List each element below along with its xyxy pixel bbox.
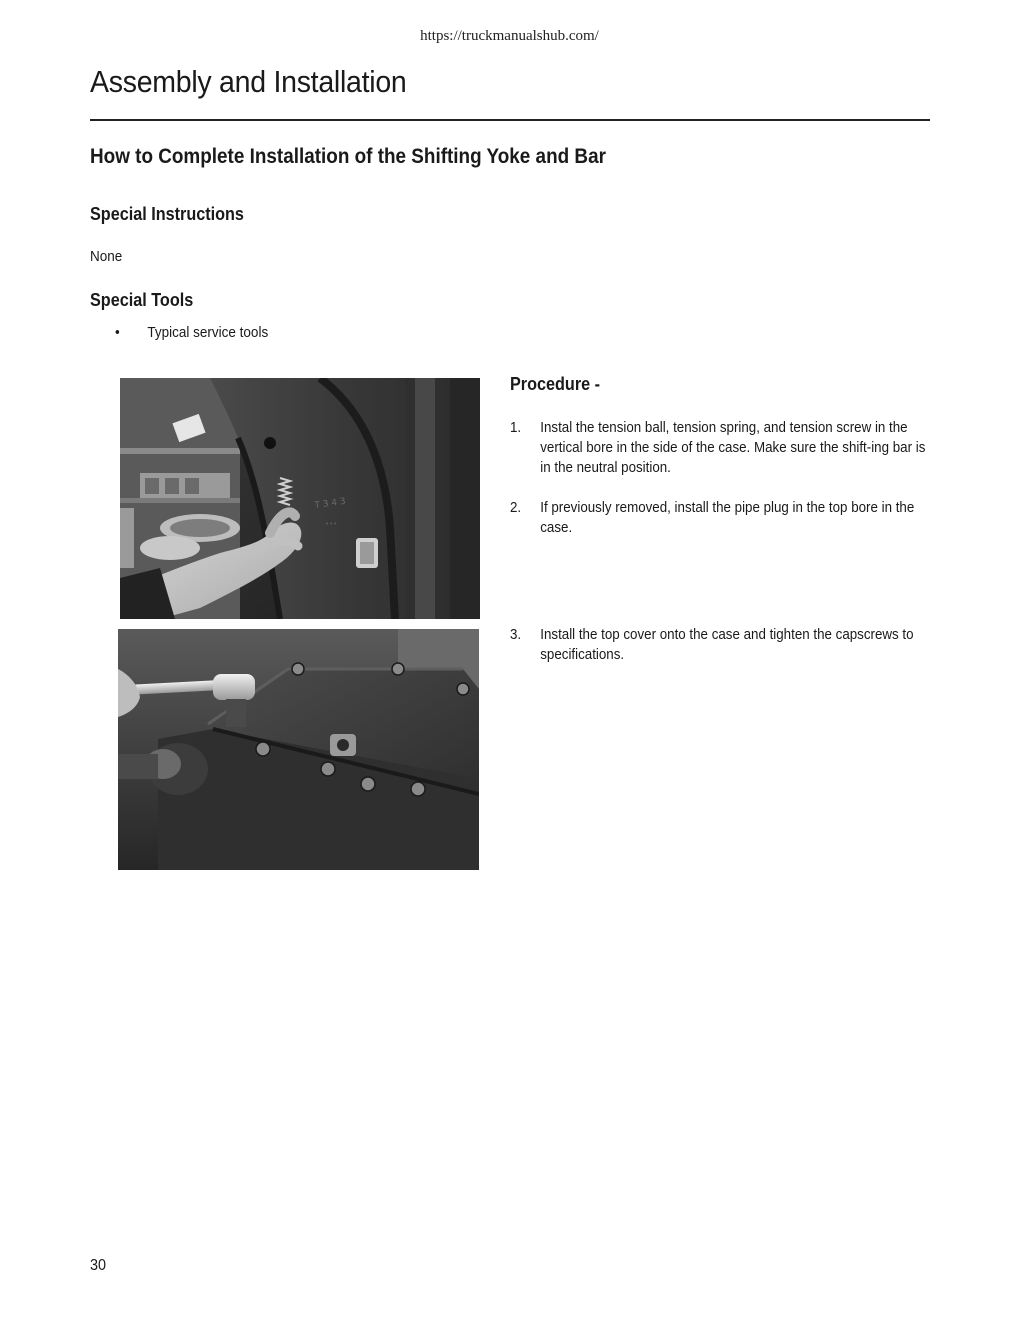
header-divider <box>90 119 930 121</box>
procedure-step-1 <box>510 418 928 478</box>
section-title: Assembly and Installation <box>90 64 407 99</box>
step-text: If previously removed, install the pipe plug in the top bore in the case. <box>540 499 915 536</box>
photo-tension-spring-install <box>120 378 480 619</box>
procedure-step-2 <box>510 498 928 538</box>
page-number: 30 <box>90 1257 107 1274</box>
procedure-step-3 <box>510 625 928 665</box>
svg-text:•••: ••• <box>325 520 338 528</box>
page-heading: How to Complete Installation of the Shifting Yoke and Bar <box>90 145 606 168</box>
procedure-heading: Procedure - <box>510 374 601 394</box>
step-number: 2. <box>510 499 522 516</box>
svg-text:T 3 4 3: T 3 4 3 <box>314 496 347 511</box>
special-tools-heading: Special Tools <box>90 290 194 310</box>
step-number: 3. <box>510 626 522 643</box>
step-text: Install the top cover onto the case and tighten the capscrews to specifications. <box>540 626 914 663</box>
list-item <box>115 323 268 343</box>
photo-top-cover-capscrews <box>118 629 479 870</box>
step-number: 1. <box>510 419 522 436</box>
step-text: Instal the tension ball, tension spring, and tension screw in the vertical bore in the side of the case. Make sure the shift-ing bar is in the neutral position. <box>540 419 926 476</box>
tool-item-label: Typical service tools <box>147 324 269 341</box>
special-tools-list <box>115 323 285 343</box>
special-instructions-heading: Special Instructions <box>90 204 244 224</box>
bullet-marker: • <box>115 324 120 341</box>
special-instructions-text: None <box>90 248 123 265</box>
source-url: https://truckmanualshub.com/ <box>420 28 599 44</box>
